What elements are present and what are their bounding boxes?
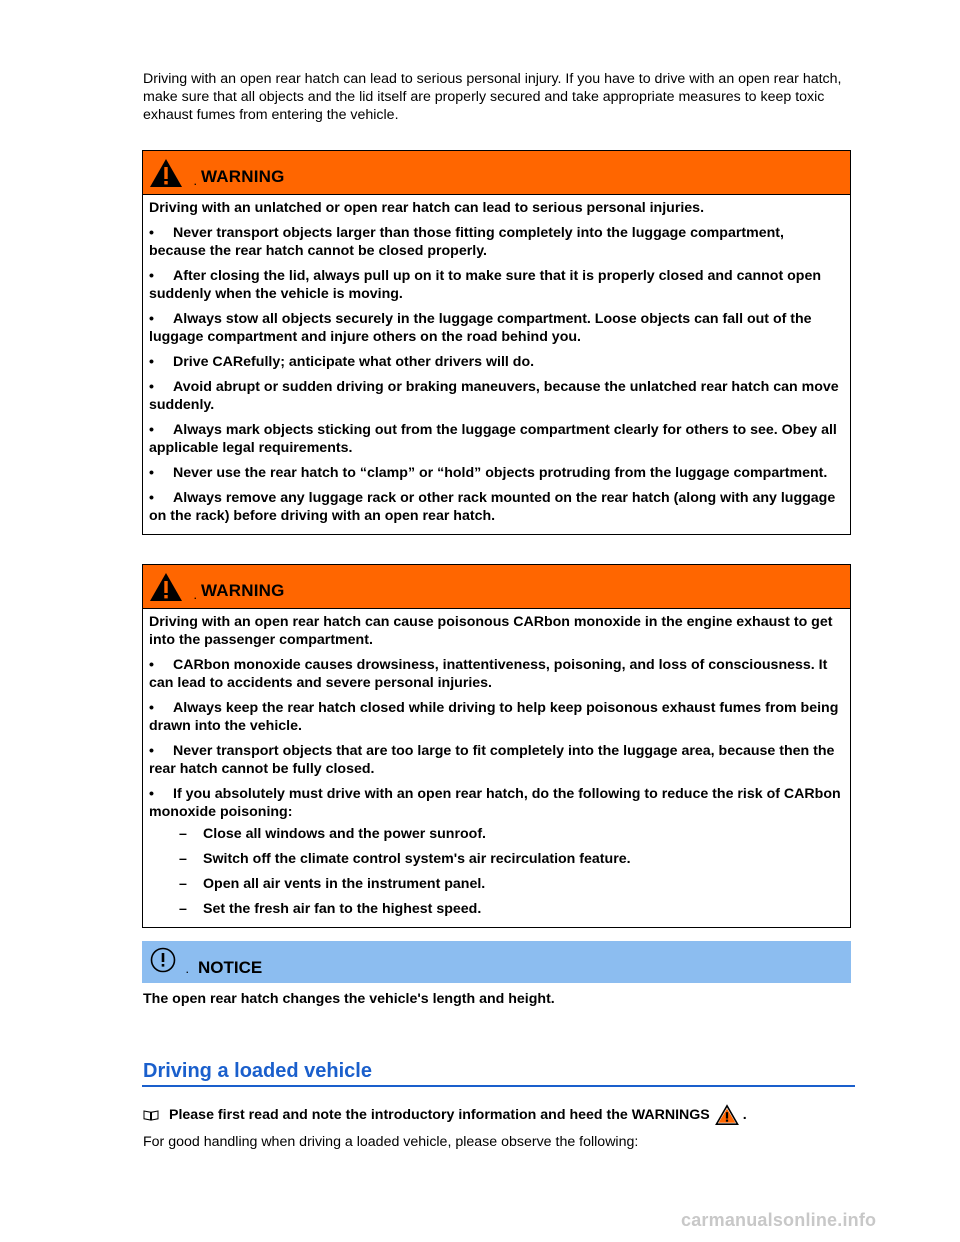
warning-dash-item: – Close all windows and the power sunroof. [179,826,486,842]
warning-bullet: • Always mark objects sticking out from the luggage compartment clearly for others to see. Obey all applicable legal requirements. [149,422,837,456]
warning-title: WARNING [201,167,285,186]
notice-text: The open rear hatch changes the vehicle's length and height. [143,991,555,1007]
watermark: carmanualsonline.info [681,1210,877,1230]
notice-box [142,941,851,983]
warning-box-2 [142,564,851,928]
warning-bullet: • If you absolutely must drive with an open rear hatch, do the following to reduce the risk of CARbon monoxide poisoning: [149,786,841,820]
read-note-end: . [742,1107,747,1123]
warning-bullet: • Always remove any luggage rack or other rack mounted on the rear hatch (along with any luggage on the rack) before driving with an open rear hatch. [149,490,836,524]
warning-bullet: • After closing the lid, always pull up on it to make sure that it is properly closed and cannot open suddenly when the vehicle is moving. [149,268,821,302]
intro-paragraph: Driving with an open rear hatch can lead to serious personal injury. If you have to drive with an open rear hatch, make sure that all objects and the lid itself are properly secured and take appropriate measures to keep toxic exhaust fumes from entering the vehicle. [143,71,842,123]
section-title: Driving a loaded vehicle [143,1060,372,1082]
read-note-text: Please first read and note the introductory information and heed the WARNINGS [169,1107,710,1123]
warning-bullet: • Always stow all objects securely in the luggage compartment. Loose objects can fall out of the luggage compartment and injure others on the road behind you. [149,311,812,345]
warning-bullet: • Drive CARefully; anticipate what other drivers will do. [149,354,535,370]
warning-bullet: • Always keep the rear hatch closed while driving to help keep poisonous exhaust fumes from being drawn into the vehicle. [149,700,839,734]
warning-triangle-icon [715,1104,739,1126]
book-icon [143,1109,159,1121]
warning-header [143,565,850,609]
warning-box-1 [142,150,851,535]
warning-title: WARNING [201,581,285,600]
warning-body [143,609,850,927]
warning-header [143,151,850,195]
read-note [143,1104,747,1126]
warning-bullet: • Never transport objects that are too large to fit completely into the luggage area, because then the rear hatch cannot be fully closed. [149,743,835,777]
warning-bullet: • Never transport objects larger than those fitting completely into the luggage compartment, because the rear hatch cannot be closed properly. [149,225,784,259]
warning-bullet: • CARbon monoxide causes drowsiness, inattentiveness, poisoning, and loss of consciousness. It can lead to accidents and severe personal injuries. [149,657,828,691]
warning-bullet: • Never use the rear hatch to “clamp” or “hold” objects protruding from the luggage compartment. [149,465,828,481]
warning-lead: Driving with an unlatched or open rear hatch can lead to serious personal injuries. [149,200,705,216]
notice-exclamation-icon [150,947,176,973]
header-dot: . [194,591,197,601]
warning-dash-item: – Set the fresh air fan to the highest speed. [179,901,482,917]
notice-title: NOTICE [198,958,263,977]
warning-dash-item: – Switch off the climate control system's air recirculation feature. [179,851,631,867]
section-title-rule [142,1085,855,1087]
warning-dash-item: – Open all air vents in the instrument panel. [179,876,486,892]
warning-body [143,195,850,534]
warning-bullet: • Avoid abrupt or sudden driving or braking maneuvers, because the unlatched rear hatch can move suddenly. [149,379,839,413]
warning-lead: Driving with an open rear hatch can cause poisonous CARbon monoxide in the engine exhaust to get into the passenger compartment. [149,614,833,648]
header-dot: . [194,177,197,187]
good-handling-text: For good handling when driving a loaded vehicle, please observe the following: [143,1134,639,1150]
notice-dot: . [186,965,189,975]
warning-triangle-icon [149,572,183,602]
warning-triangle-icon [149,158,183,188]
